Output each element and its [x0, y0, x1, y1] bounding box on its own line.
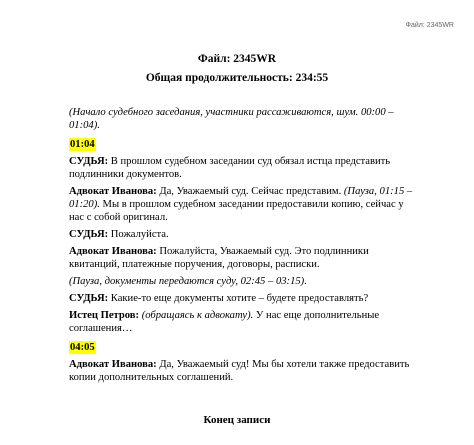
utterance-judge-2 — [69, 228, 414, 241]
utterance-text: В прошлом судебном заседании суд обязал истца представить подлинники документов. — [69, 156, 391, 180]
utterance-judge-1 — [69, 155, 414, 181]
total-duration: Общая продолжительность: 234:55 — [145, 72, 329, 84]
utterance-text: Да, Уважаемый суд. Сейчас представим. — [156, 186, 344, 197]
utterance-text: У нас еще дополнительные соглашения… — [69, 310, 380, 334]
utterance-text: Да, Уважаемый суд! Мы бы хотели также предоставить копии дополнительных соглашений. — [69, 359, 410, 383]
speaker-label: Истец Петров: — [69, 310, 140, 321]
file-title: Файл: 2345WR — [197, 53, 277, 65]
utterance-text: Пожалуйста, Уважаемый суд. Это подлинники квитанций, платежные поручения, договоры, расписки. — [69, 246, 369, 270]
speaker-label: СУДЬЯ: — [69, 229, 109, 240]
pause-note: (Пауза, документы передаются суду, 02:45 – 03:15). — [69, 276, 307, 287]
stage-note: (обращаясь к адвокату). — [139, 310, 254, 321]
transcript-body — [69, 106, 414, 388]
speaker-label: Адвокат Иванова: — [69, 246, 157, 257]
utterance-text: Мы в прошлом судебном заседании предоставили копию, сейчас у нас с собой оригинал. — [69, 199, 404, 223]
pause-note-line — [69, 275, 414, 288]
utterance-advocate-2 — [69, 245, 414, 271]
utterance-text: Какие-то еще документы хотите – будете предоставлять? — [108, 293, 369, 304]
utterance-advocate-3 — [69, 358, 414, 384]
speaker-label: Адвокат Иванова: — [69, 359, 157, 370]
speaker-label: Адвокат Иванова: — [69, 186, 157, 197]
intro-note — [69, 106, 414, 132]
end-of-record: Конец записи — [203, 414, 271, 426]
pause-note: (Пауза, 01:15 – 01:20). — [69, 186, 413, 210]
timestamp-1: 01:04 — [70, 139, 95, 150]
utterance-judge-3 — [69, 292, 414, 305]
speaker-label: СУДЬЯ: — [69, 293, 109, 304]
intro-note-text: (Начало судебного заседания, участники рассаживаются, шум. 00:00 – 01:04). — [69, 107, 394, 131]
utterance-advocate-1 — [69, 185, 414, 224]
timestamp-2: 04:05 — [70, 342, 95, 353]
utterance-text: Пожалуйста. — [108, 229, 169, 240]
utterance-plaintiff-1 — [69, 309, 414, 335]
corner-file-label: Файл: 2345WR — [405, 22, 454, 29]
speaker-label: СУДЬЯ: — [69, 156, 109, 167]
